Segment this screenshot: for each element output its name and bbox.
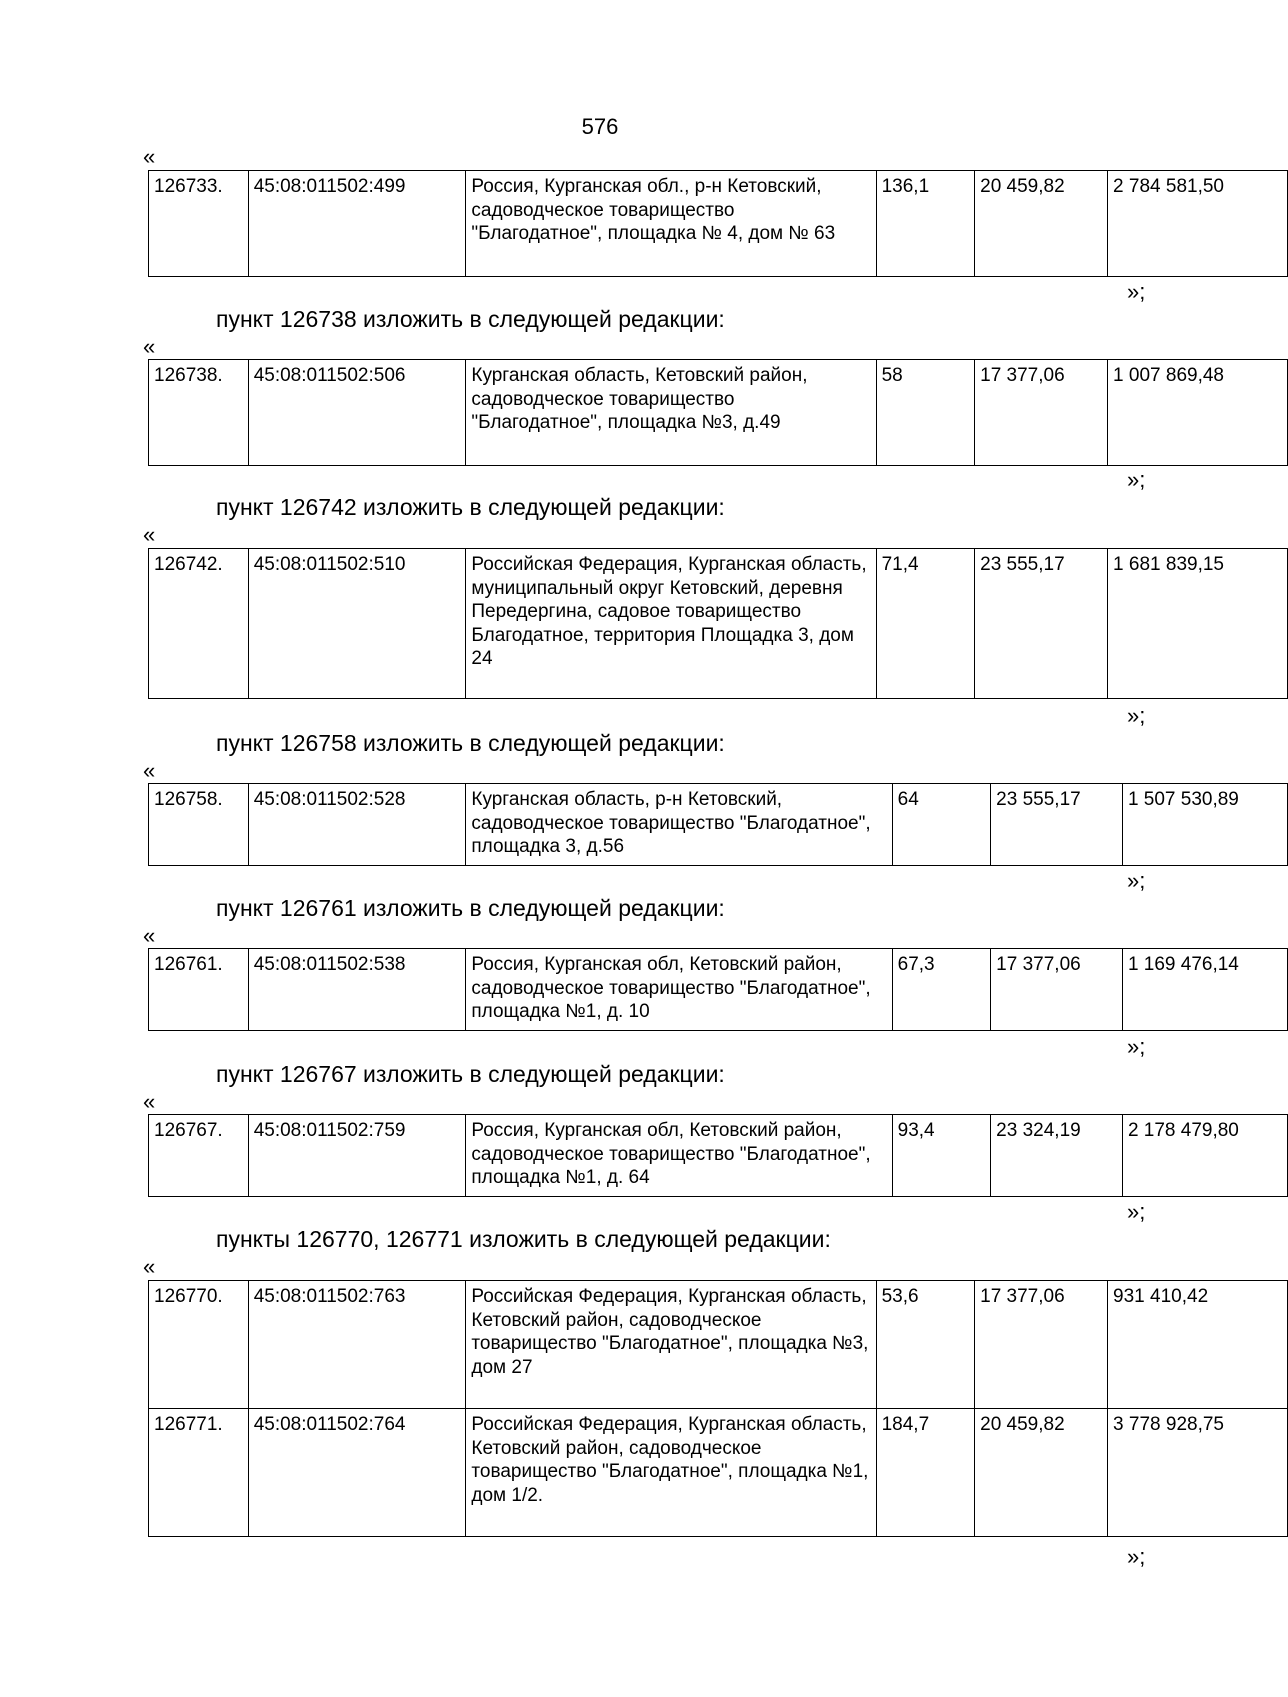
cell-number: 126761. [149, 949, 249, 1031]
page-number: 576 [581, 114, 619, 139]
entry-table [148, 1280, 1288, 1537]
cell-area: 136,1 [876, 171, 975, 277]
open-quote: « [143, 1089, 156, 1114]
open-quote: « [143, 144, 156, 169]
open-quote: « [143, 758, 156, 783]
cell-unit-price: 17 377,06 [975, 360, 1108, 466]
close-quote: »; [1127, 467, 1146, 492]
entry-table [148, 548, 1288, 699]
cell-cadastral-number: 45:08:011502:506 [248, 360, 466, 466]
cell-cadastral-number: 45:08:011502:759 [248, 1115, 466, 1197]
cell-cadastral-number: 45:08:011502:499 [248, 171, 466, 277]
table-row [149, 1281, 1288, 1409]
open-quote: « [143, 334, 156, 359]
section-heading: пункт 126767 изложить в следующей редакции: [216, 1061, 725, 1087]
cell-cadastral-number: 45:08:011502:764 [248, 1409, 466, 1537]
cell-number: 126742. [149, 549, 249, 699]
cell-unit-price: 20 459,82 [975, 171, 1108, 277]
cell-number: 126770. [149, 1281, 249, 1409]
section-heading: пункт 126761 изложить в следующей редакции: [216, 895, 725, 921]
entry-table [148, 359, 1288, 466]
table-row [149, 171, 1288, 277]
cell-address: Курганская область, р-н Кетовский, садоводческое товарищество "Благодатное", площадка 3, д.56 [466, 784, 892, 866]
cell-number: 126771. [149, 1409, 249, 1537]
entry-table [148, 1114, 1288, 1197]
cell-number: 126733. [149, 171, 249, 277]
cell-unit-price: 17 377,06 [975, 1281, 1108, 1409]
cell-address: Российская Федерация, Курганская область, Кетовский район, садоводческое товарищество "Благодатное", площадка №1, дом 1/2. [466, 1409, 876, 1537]
table-row [149, 784, 1288, 866]
cell-address: Курганская область, Кетовский район, садоводческое товарищество "Благодатное", площадка №3, д.49 [466, 360, 876, 466]
cell-address: Россия, Курганская обл., р-н Кетовский, садоводческое товарищество "Благодатное", площадка № 4, дом № 63 [466, 171, 876, 277]
table-row [149, 1115, 1288, 1197]
cell-cadastral-number: 45:08:011502:763 [248, 1281, 466, 1409]
table-row [149, 949, 1288, 1031]
cell-unit-price: 20 459,82 [975, 1409, 1108, 1537]
cell-cadastral-value: 2 784 581,50 [1108, 171, 1288, 277]
open-quote: « [143, 1254, 156, 1279]
cell-cadastral-number: 45:08:011502:528 [248, 784, 466, 866]
cell-cadastral-value: 1 169 476,14 [1122, 949, 1287, 1031]
cell-number: 126767. [149, 1115, 249, 1197]
cell-cadastral-number: 45:08:011502:510 [248, 549, 466, 699]
cell-address: Россия, Курганская обл, Кетовский район, садоводческое товарищество "Благодатное", площадка №1, д. 64 [466, 1115, 892, 1197]
cell-area: 184,7 [876, 1409, 975, 1537]
cell-area: 67,3 [892, 949, 991, 1031]
cell-unit-price: 23 555,17 [991, 784, 1123, 866]
entry-table [148, 170, 1288, 277]
table-row [149, 549, 1288, 699]
cell-cadastral-number: 45:08:011502:538 [248, 949, 466, 1031]
cell-area: 93,4 [892, 1115, 991, 1197]
cell-area: 64 [892, 784, 991, 866]
cell-cadastral-value: 3 778 928,75 [1108, 1409, 1288, 1537]
cell-number: 126758. [149, 784, 249, 866]
open-quote: « [143, 923, 156, 948]
entry-table [148, 948, 1288, 1031]
cell-cadastral-value: 1 507 530,89 [1122, 784, 1287, 866]
close-quote: »; [1127, 868, 1146, 893]
close-quote: »; [1127, 703, 1146, 728]
section-heading: пункт 126738 изложить в следующей редакции: [216, 306, 725, 332]
entry-table [148, 783, 1288, 866]
cell-cadastral-value: 2 178 479,80 [1122, 1115, 1287, 1197]
close-quote: »; [1127, 279, 1146, 304]
close-quote: »; [1127, 1199, 1146, 1224]
close-quote: »; [1127, 1034, 1146, 1059]
cell-address: Российская Федерация, Курганская область, муниципальный округ Кетовский, деревня Передергина, садовое товарищество Благодатное, территория Площадка 3, дом 24 [466, 549, 876, 699]
close-quote: »; [1127, 1544, 1146, 1569]
cell-address: Российская Федерация, Курганская область, Кетовский район, садоводческое товарищество "Благодатное", площадка №3, дом 27 [466, 1281, 876, 1409]
cell-area: 71,4 [876, 549, 975, 699]
cell-number: 126738. [149, 360, 249, 466]
cell-area: 53,6 [876, 1281, 975, 1409]
cell-area: 58 [876, 360, 975, 466]
open-quote: « [143, 522, 156, 547]
table-row [149, 1409, 1288, 1537]
cell-cadastral-value: 1 007 869,48 [1108, 360, 1288, 466]
cell-cadastral-value: 931 410,42 [1108, 1281, 1288, 1409]
cell-unit-price: 23 555,17 [975, 549, 1108, 699]
table-row [149, 360, 1288, 466]
section-heading: пункт 126758 изложить в следующей редакции: [216, 730, 725, 756]
section-heading: пункты 126770, 126771 изложить в следующей редакции: [216, 1226, 831, 1252]
cell-unit-price: 17 377,06 [991, 949, 1123, 1031]
section-heading: пункт 126742 изложить в следующей редакции: [216, 494, 725, 520]
cell-cadastral-value: 1 681 839,15 [1108, 549, 1288, 699]
cell-unit-price: 23 324,19 [991, 1115, 1123, 1197]
cell-address: Россия, Курганская обл, Кетовский район, садоводческое товарищество "Благодатное", площадка №1, д. 10 [466, 949, 892, 1031]
